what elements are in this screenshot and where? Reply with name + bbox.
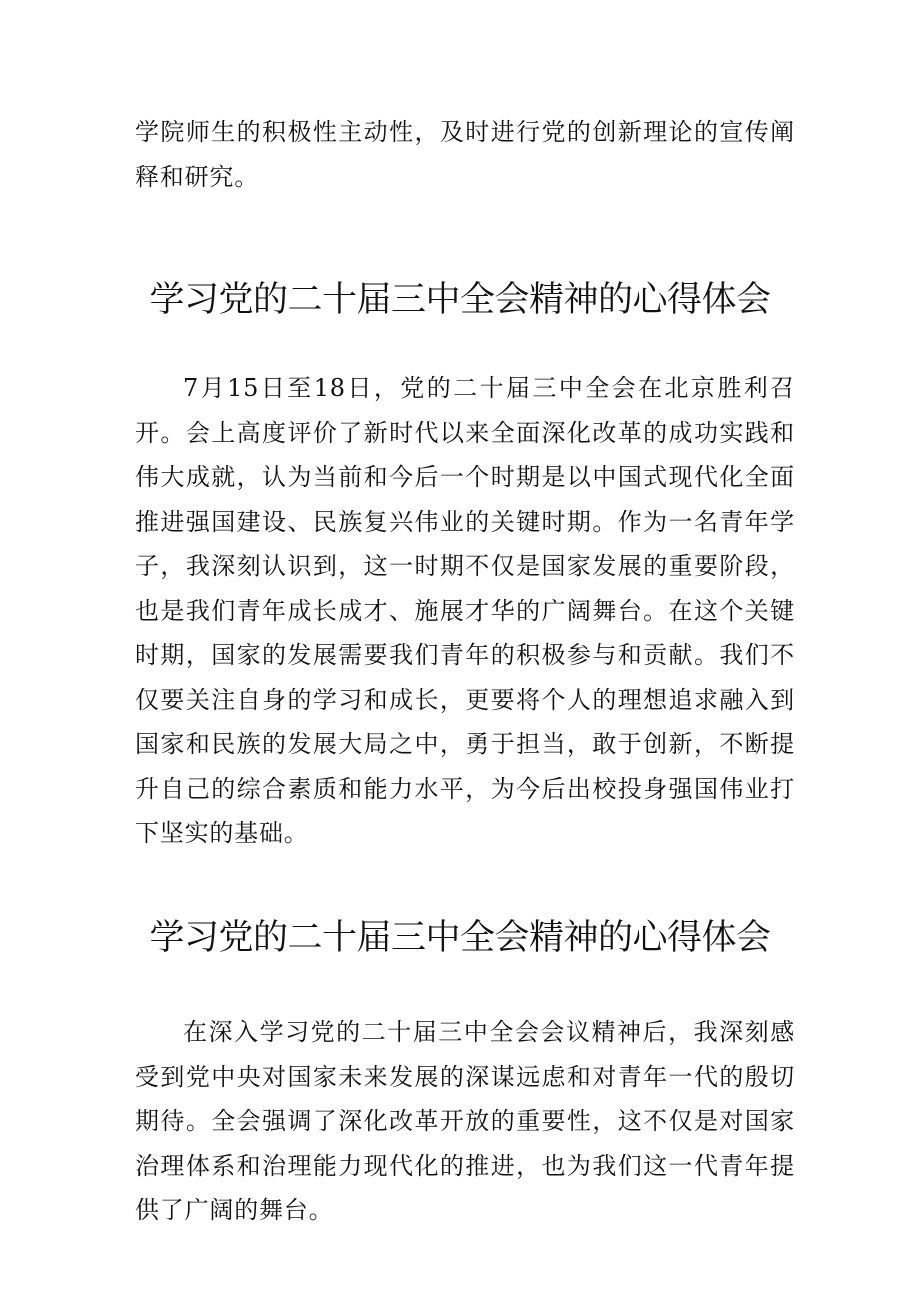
intro-paragraph: 学院师生的积极性主动性，及时进行党的创新理论的宣传阐释和研究。 [135, 118, 795, 191]
section-body: 在深入学习党的二十届三中全会会议精神后，我深刻感受到党中央对国家未来发展的深谋远虑和对青年一代的殷切期待。全会强调了深化改革开放的重要性，这不仅是对国家治理体系和治理能力现代化的推进，也为我们这一代青年提供了广阔的舞台。 [135, 1018, 795, 1224]
section-title: 学习党的二十届三中全会精神的心得体会 [149, 918, 771, 958]
section-title: 学习党的二十届三中全会精神的心得体会 [149, 280, 771, 320]
section-body: 7月15日至18日，党的二十届三中全会在北京胜利召开。会上高度评价了新时代以来全面深化改革的成功实践和伟大成就，认为当前和今后一个时期是以中国式现代化全面推进强国建设、民族复兴伟业的关键时期。作为一名青年学子，我深刻认识到，这一时期不仅是国家发展的重要阶段，也是我们青年成长成才、施展才华的广阔舞台。在这个关键时期，国家的发展需要我们青年的积极参与和贡献。我们不仅要关注自身的学习和成长，更要将个人的理想追求融入到国家和民族的发展大局之中，勇于担当，敢于创新，不断提升自己的综合素质和能力水平，为今后出校投身强国伟业打下坚实的基础。 [135, 374, 795, 847]
